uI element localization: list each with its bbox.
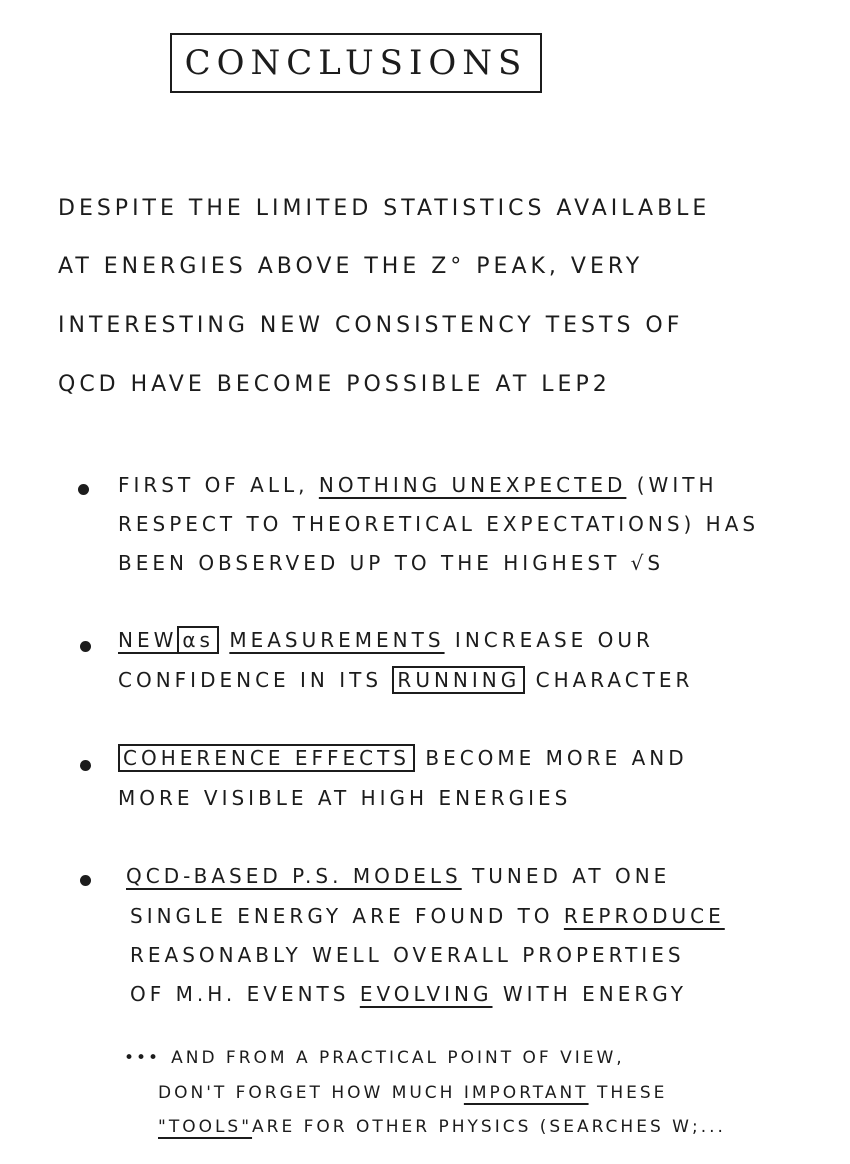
bullet-dot	[80, 875, 91, 886]
bullet-4-line-3: REASONABLY WELL OVERALL PROPERTIES	[130, 943, 685, 967]
bullet-dot	[78, 484, 89, 495]
closing-text-3: ARE FOR OTHER PHYSICS (SEARCHES W;...	[252, 1117, 726, 1137]
tools-emphasis: "TOOLS"	[158, 1117, 253, 1137]
intro-line-3: INTERESTING NEW CONSISTENCY TESTS OF	[58, 313, 684, 338]
bullet-1-line-1	[118, 473, 717, 497]
bullet-4-line-2	[130, 904, 725, 928]
important-emphasis: IMPORTANT	[463, 1083, 589, 1103]
bullet-3-line-1	[118, 746, 688, 770]
bullet-4-text-end: WITH ENERGY	[502, 982, 688, 1006]
bullet-1-emphasis: NOTHING UNEXPECTED	[318, 473, 627, 497]
bullet-4-text-tail: TUNED AT ONE	[472, 864, 671, 888]
bullet-1-text-tail: (WITH	[636, 473, 718, 497]
intro-line-4: QCD HAVE BECOME POSSIBLE AT LEP2	[58, 372, 611, 397]
bullet-2-new: NEW	[118, 628, 178, 652]
closing-text-1: AND FROM A PRACTICAL POINT OF VIEW,	[171, 1048, 625, 1068]
bullet-4-text-4: OF M.H. EVENTS	[130, 982, 350, 1006]
intro-line-2: AT ENERGIES ABOVE THE Z° PEAK, VERY	[58, 254, 644, 279]
bullet-4-line-1	[126, 864, 670, 888]
bullet-dot	[80, 760, 91, 771]
alpha-s-box: αs	[177, 626, 219, 654]
ellipsis-dots: •••	[124, 1048, 161, 1068]
evolving-emphasis: EVOLVING	[359, 982, 493, 1006]
bullet-4-text: SINGLE ENERGY ARE FOUND TO	[130, 904, 554, 928]
bullet-3-line-2: MORE VISIBLE AT HIGH ENERGIES	[118, 786, 572, 810]
bullet-2-text: CONFIDENCE IN ITS	[118, 668, 383, 692]
bullet-4-emphasis: QCD-BASED P.S. MODELS	[126, 864, 462, 888]
bullet-dot	[80, 641, 91, 652]
closing-text-2-end: THESE	[596, 1083, 668, 1103]
closing-text-2: DON'T FORGET HOW MUCH	[158, 1083, 456, 1103]
bullet-3-text-tail: BECOME MORE AND	[425, 746, 688, 770]
title-box	[170, 33, 542, 93]
intro-line-1: DESPITE THE LIMITED STATISTICS AVAILABLE	[58, 196, 711, 221]
page-title: CONCLUSIONS	[184, 43, 528, 83]
reproduce-emphasis: REPRODUCE	[563, 904, 725, 928]
coherence-effects-box: COHERENCE EFFECTS	[118, 744, 415, 772]
bullet-1-line-2: RESPECT TO THEORETICAL EXPECTATIONS) HAS	[118, 512, 760, 536]
closing-line-2	[158, 1083, 667, 1103]
bullet-1-text: FIRST OF ALL,	[118, 473, 309, 497]
bullet-2-text-tail: INCREASE OUR	[454, 628, 654, 652]
bullet-2-emphasis: MEASUREMENTS	[229, 628, 445, 652]
closing-line-1	[124, 1044, 625, 1069]
bullet-1-line-3: BEEN OBSERVED UP TO THE HIGHEST √S	[118, 551, 665, 575]
running-box: RUNNING	[392, 666, 525, 694]
bullet-4-line-4	[130, 982, 687, 1006]
bullet-2-line-1	[118, 628, 654, 652]
bullet-2-text-end: CHARACTER	[535, 668, 694, 692]
closing-line-3	[158, 1117, 726, 1137]
bullet-2-line-2	[118, 668, 693, 692]
